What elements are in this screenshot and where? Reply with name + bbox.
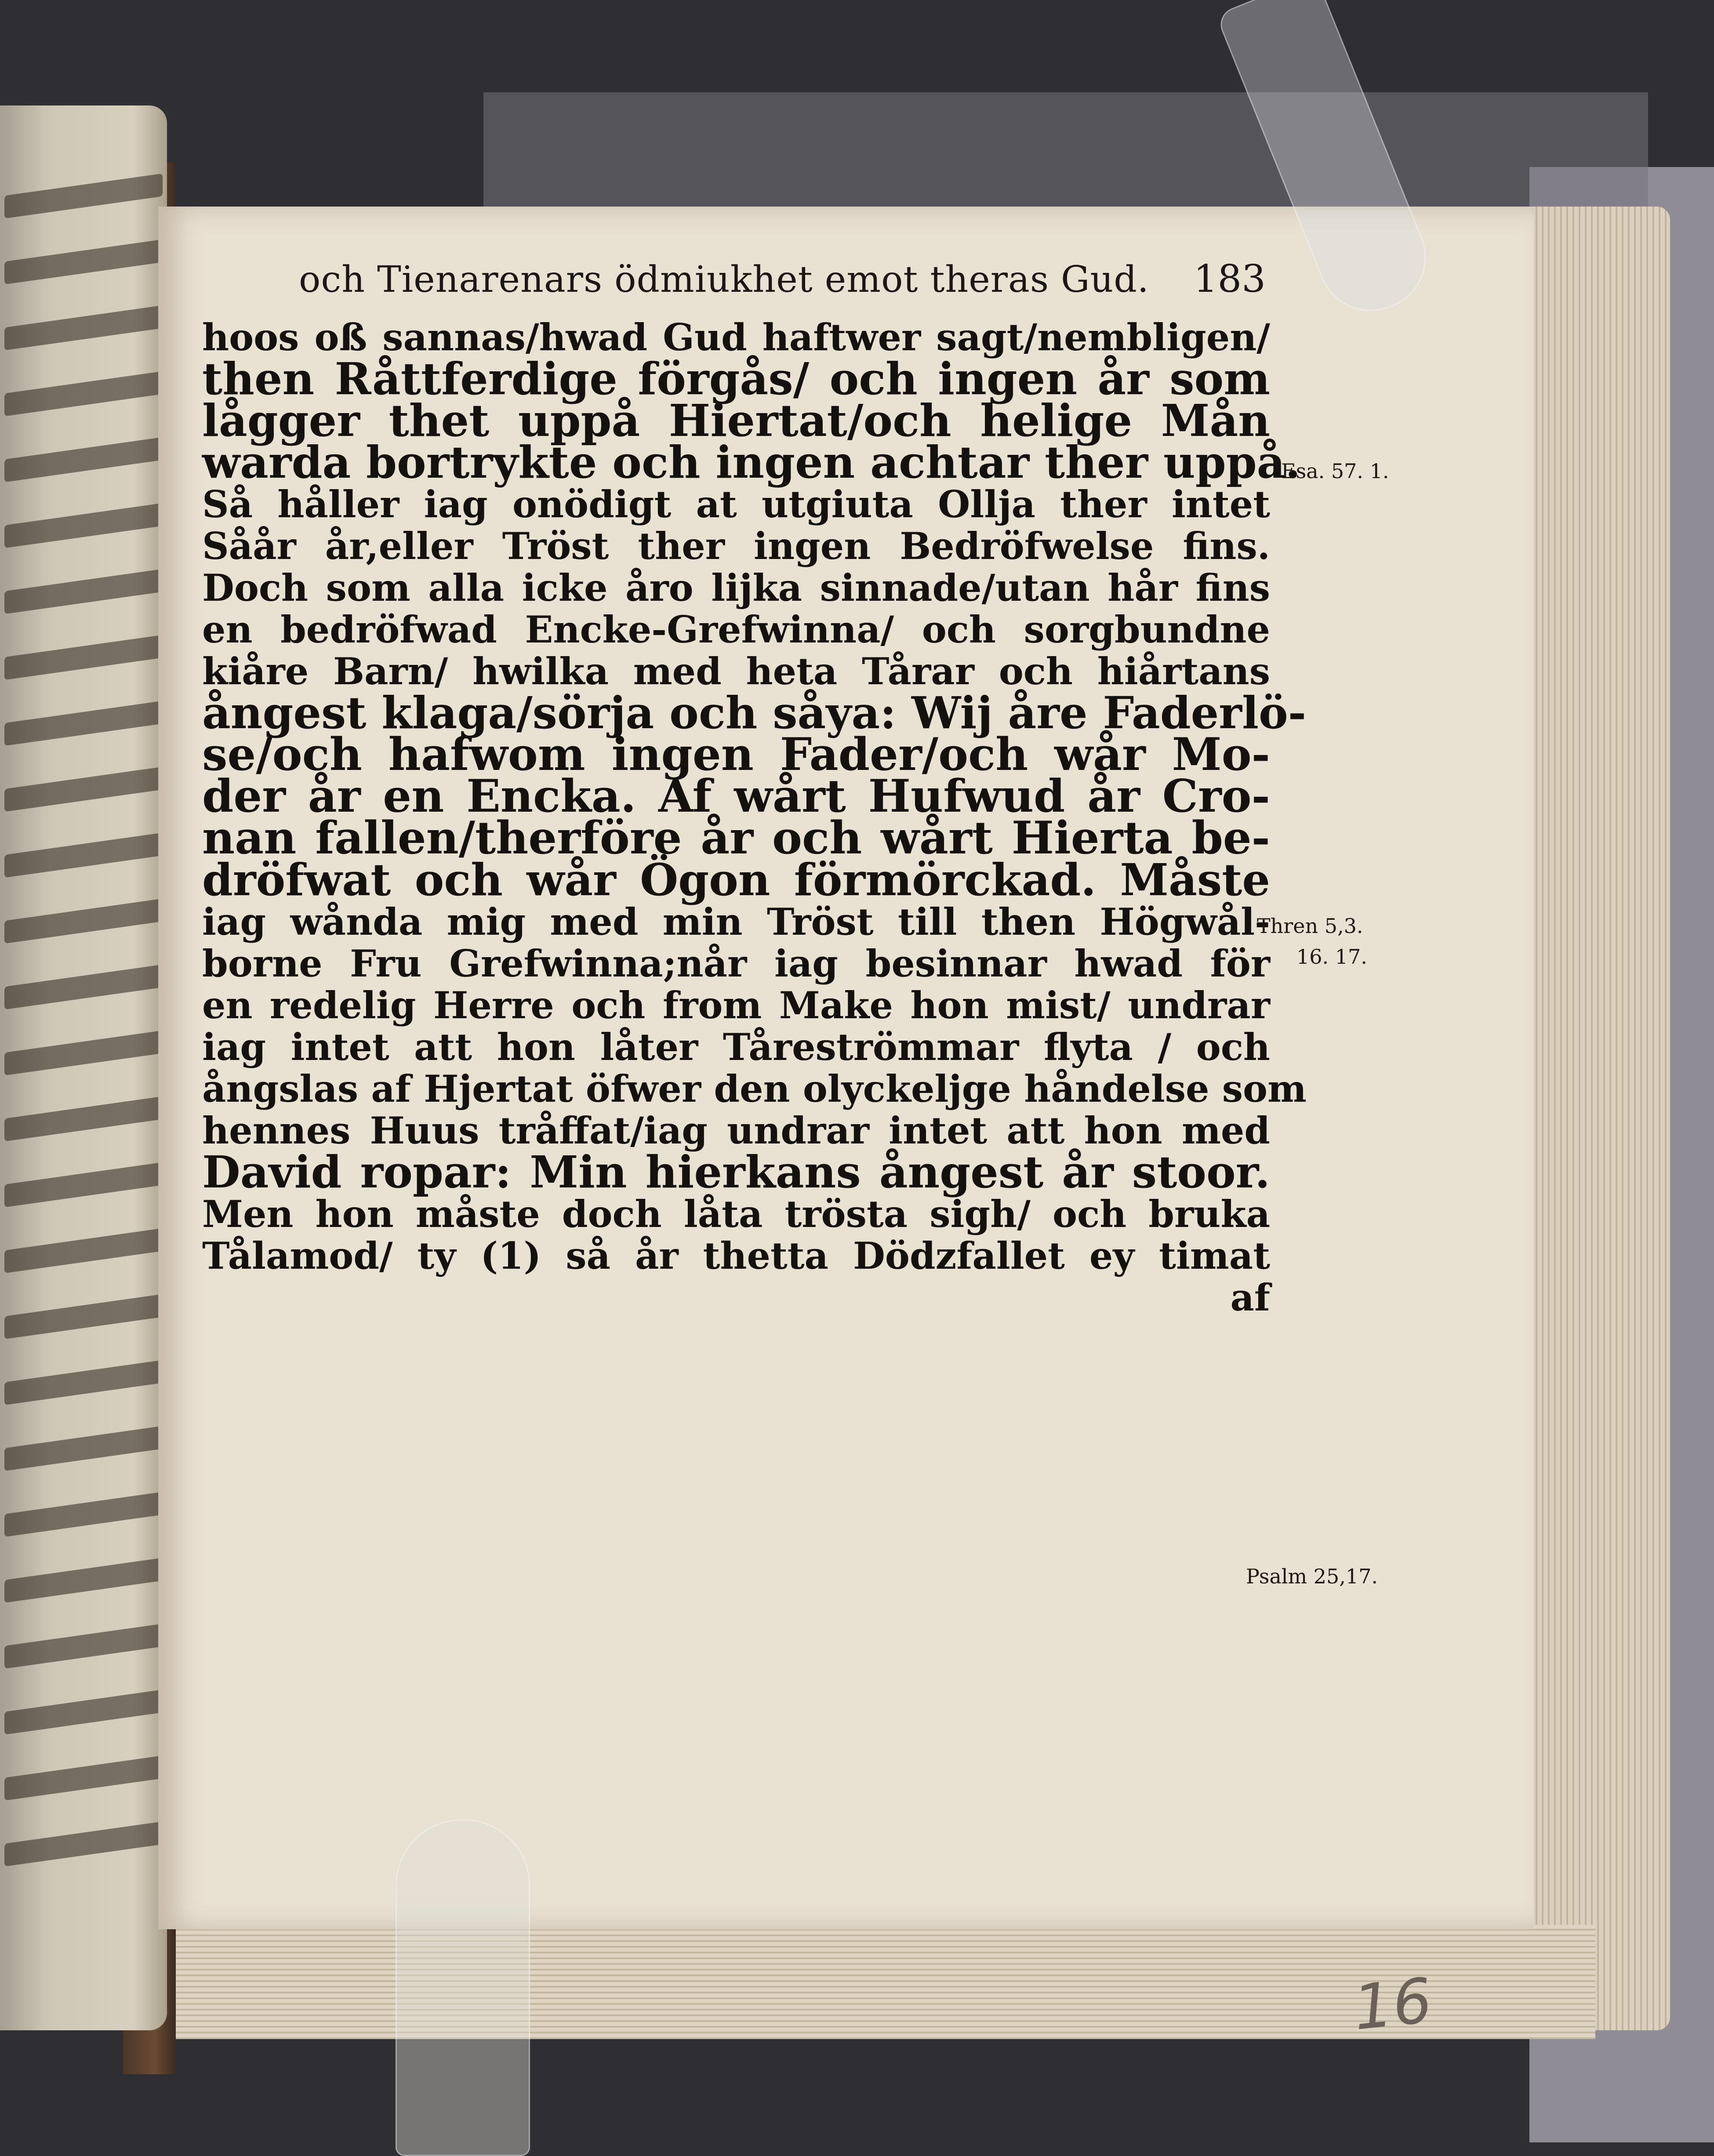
text-line: iag intet att hon låter Tåreströmmar flyta / och bbox=[202, 1025, 1270, 1069]
facing-text-line bbox=[4, 1822, 163, 1867]
facing-text-line bbox=[4, 635, 163, 680]
facing-text-line bbox=[4, 1558, 163, 1603]
protective-sheet bbox=[483, 92, 1648, 207]
text-line: David ropar: Min hierkans ångest år stoor. bbox=[202, 1146, 1270, 1198]
margin-note: 16. 17. bbox=[1296, 945, 1367, 969]
facing-text-line bbox=[4, 1756, 163, 1801]
text-line: Såår år,eller Tröst ther ingen Bedröfwelse fins. bbox=[202, 524, 1270, 568]
catchword: af bbox=[1230, 1276, 1270, 1319]
text-line: iag wånda mig med min Tröst till then Högwål- bbox=[202, 900, 1270, 944]
text-line: warda bortrykte och ingen achtar ther uppå. bbox=[202, 436, 1301, 488]
facing-text-line bbox=[4, 371, 163, 417]
text-line: Så håller iag onödigt at utgiuta Ollja ther intet bbox=[202, 483, 1270, 526]
facing-text-line bbox=[4, 1426, 163, 1471]
text-line: hoos oß sannas/hwad Gud haftwer sagt/nembligen/ bbox=[202, 316, 1270, 359]
text-line: en bedröfwad Encke-Grefwinna/ och sorgbundne bbox=[202, 608, 1270, 651]
text-line: then Råttferdige förgås/ och ingen år som bbox=[202, 353, 1270, 405]
facing-text-line bbox=[4, 1690, 163, 1735]
text-line: nan fallen/therföre år och wårt Hierta be- bbox=[202, 812, 1270, 864]
text-line: se/och hafwom ingen Fader/och wår Mo- bbox=[202, 728, 1270, 781]
text-line: ångslas af Hjertat öfwer den olyckeljge håndelse som bbox=[202, 1067, 1307, 1111]
text-line: Men hon måste doch låta trösta sigh/ och bruka bbox=[202, 1192, 1270, 1236]
facing-page-left bbox=[0, 105, 167, 2030]
text-line: borne Fru Grefwinna;når iag besinnar hwad för bbox=[202, 942, 1270, 985]
facing-text-line bbox=[4, 833, 163, 878]
running-head-title: och Tienarenars ödmiukhet emot theras Gud. bbox=[299, 259, 1149, 301]
margin-note: Esa. 57. 1. bbox=[1281, 459, 1389, 483]
facing-text-line bbox=[4, 1360, 163, 1405]
text-line: dröfwat och wår Ögon förmörckad. Måste bbox=[202, 854, 1270, 906]
text-line: lågger thet uppå Hiertat/och helige Mån bbox=[202, 395, 1270, 446]
facing-text-line bbox=[4, 701, 163, 746]
facing-text-line bbox=[4, 1096, 163, 1142]
page-edges-right bbox=[1525, 207, 1670, 2030]
facing-text-line bbox=[4, 503, 163, 548]
margin-note: Psalm 25,17. bbox=[1246, 1564, 1378, 1588]
margin-note: Thren 5,3. bbox=[1257, 914, 1363, 938]
body-text bbox=[202, 316, 1307, 1319]
running-head bbox=[299, 257, 1266, 310]
facing-text-line bbox=[4, 965, 163, 1010]
facing-text-line bbox=[4, 1228, 163, 1274]
text-line: ångest klaga/sörja och såya: Wij åre Faderlö- bbox=[202, 687, 1307, 739]
facing-text-line bbox=[4, 1162, 163, 1208]
text-line: Tålamod/ ty (1) så år thetta Dödzfallet ey timat bbox=[202, 1234, 1270, 1278]
facing-text-line bbox=[4, 767, 163, 812]
facing-text-line bbox=[4, 437, 163, 483]
text-line: Doch som alla icke åro lijka sinnade/utan hår fins bbox=[202, 566, 1270, 610]
facing-text-line bbox=[4, 174, 163, 219]
text-line: der år en Encka. Af wårt Hufwud år Cro- bbox=[202, 770, 1270, 823]
facing-text-line bbox=[4, 1492, 163, 1537]
facing-text-line bbox=[4, 240, 163, 285]
facing-text-line bbox=[4, 1031, 163, 1076]
pencil-annotation: 16 bbox=[1350, 1965, 1436, 2044]
text-line: en redelig Herre och from Make hon mist/ undrar bbox=[202, 984, 1270, 1027]
text-line: kiåre Barn/ hwilka med heta Tårar och hiårtans bbox=[202, 650, 1270, 693]
page-weight-bottom bbox=[396, 1819, 530, 2156]
facing-text-line bbox=[4, 1624, 163, 1669]
facing-text-line bbox=[4, 569, 163, 614]
facing-text-line bbox=[4, 305, 163, 351]
facing-text-line bbox=[4, 1294, 163, 1339]
page-number: 183 bbox=[1193, 257, 1266, 301]
facing-text-line bbox=[4, 899, 163, 944]
text-line: hennes Huus tråffat/iag undrar intet att hon med bbox=[202, 1109, 1270, 1152]
